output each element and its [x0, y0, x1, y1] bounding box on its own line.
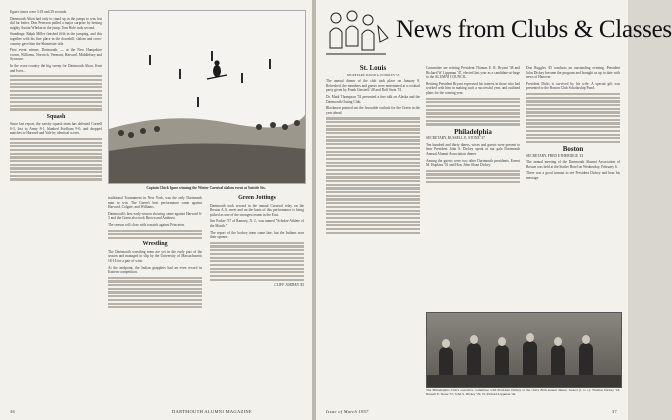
left-column-2 — [108, 196, 202, 310]
clubs-illustration-icon — [322, 6, 390, 64]
text-line — [526, 122, 620, 124]
text-line — [10, 101, 102, 103]
text-line — [108, 306, 202, 308]
slalom-photo — [108, 10, 306, 184]
text-line — [108, 291, 202, 293]
text-line — [326, 132, 420, 134]
paragraph: Jim Parker '57 of Ramsey, N. J., was named "Scholar-Athlete of the Month." — [210, 219, 304, 228]
text-line — [526, 134, 620, 136]
text-line — [10, 142, 102, 144]
section-heading: Green Jottings — [238, 195, 276, 201]
text-line — [108, 295, 202, 297]
text-line — [10, 138, 102, 140]
text-line — [210, 279, 304, 281]
text-line — [210, 257, 304, 259]
paragraph: SECRETARY, RUSSELL E. STONE '37 — [426, 136, 485, 141]
text-line — [10, 156, 102, 158]
paragraph: The annual meeting of the Dartmouth Alumni Association of Boston was held at the Statler Hotel on Wednesday, February 6. — [526, 160, 620, 169]
text-line — [10, 97, 102, 99]
paragraph: Dartmouth's best early-season showing came against Harvard 6-3 and the Green also took Brown and Amherst. — [108, 211, 202, 221]
paragraph: President Dicks is survived by his wife. A special gift was presented to the Boston Club Scholarship Fund. — [526, 81, 620, 91]
text-line — [108, 288, 202, 290]
text-line — [526, 100, 620, 102]
issue-label: Issue of March 1957 — [326, 409, 369, 414]
text-line — [210, 275, 304, 277]
text-line — [10, 178, 102, 180]
text-line — [210, 242, 304, 244]
paragraph: At the midpoint, the Indian grapplers had an even record in Eastern competition. — [108, 265, 202, 275]
text-line — [108, 284, 202, 286]
text-line — [326, 165, 420, 167]
paragraph: The Dartmouth wrestling team are yet in the early part of the season and managed to slip by the University of Massachusetts 18-14 for a pair of wins. — [108, 249, 202, 263]
paragraph: Standings: Ralph Miller finished fifth in the jumping, and this together with his fine place in the downhill, slalom and cross-country gave him the Skimeister title. — [10, 32, 102, 46]
publication-title: DARTMOUTH ALUMNI MAGAZINE — [172, 409, 252, 414]
text-line — [10, 94, 102, 96]
text-line — [426, 101, 520, 103]
section-heading: St. Louis — [359, 64, 387, 72]
paragraph: Ten hundred and thirty diners, wives and guests were present to hear President John S. Dickey speak at our gala Dartmouth Annual Alumni Association dinner. — [426, 142, 520, 156]
text-line — [210, 271, 304, 273]
text-line — [526, 115, 620, 117]
paragraph: The report of the hockey team came late, but the Indians won their opener. — [210, 230, 304, 240]
paragraph: Among the guests were two other Dartmouth presidents, Ernest M. Hopkins '01 and Hon. John Sloan Dickey. — [426, 158, 520, 168]
text-line — [326, 143, 420, 145]
text-line — [210, 253, 304, 255]
text-line — [426, 109, 520, 111]
section-subheading: SECRETARY, DAVID A. ECHOLES '55 — [346, 72, 400, 77]
text-line — [326, 217, 420, 219]
right-column-1 — [326, 66, 420, 235]
text-line — [108, 277, 202, 279]
paragraph: traditional Tournament in New York, was the only Dartmouth man to win. The Green's best performance came against Harvard, Colgate, and Williams. — [108, 196, 202, 210]
left-column-3 — [210, 196, 304, 287]
paragraph: Committee are retiring President Thomas E. R. Bryant '38 and Richard W. Lippman '47, elected last year as a candidate-at-large to the ALUMNI COUNCIL. — [426, 66, 520, 80]
text-line — [10, 167, 102, 169]
text-line — [426, 105, 520, 107]
text-line — [526, 111, 620, 113]
text-line — [326, 232, 420, 234]
text-line — [10, 153, 102, 155]
right-page — [316, 0, 672, 420]
text-line — [210, 264, 304, 266]
ski-slope-illustration — [109, 11, 305, 183]
text-line — [326, 213, 420, 215]
text-line — [326, 187, 420, 189]
text-line — [426, 112, 520, 114]
text-line — [526, 126, 620, 128]
text-line — [326, 162, 420, 164]
text-line — [326, 169, 420, 171]
text-line — [10, 164, 102, 166]
text-line — [426, 98, 520, 100]
paragraph: Egan's times were 3:18 and 29 seconds. — [10, 10, 68, 14]
text-line — [210, 260, 304, 262]
text-line — [526, 108, 620, 110]
text-line — [10, 149, 102, 151]
text-line — [108, 237, 202, 239]
text-line — [10, 175, 102, 177]
text-line — [326, 139, 420, 141]
text-line — [526, 130, 620, 132]
paragraph: SECRETARY, FRED ETHERIDGE '43 — [526, 153, 584, 158]
text-line — [326, 173, 420, 175]
text-line — [10, 171, 102, 173]
text-line — [326, 206, 420, 208]
text-line — [326, 198, 420, 200]
paragraph: There was a good turnout to see President Dickey and hear his message. — [526, 171, 620, 181]
paragraph: The season will close with a match against Princeton. — [108, 222, 185, 227]
text-line — [426, 170, 520, 172]
text-line — [326, 210, 420, 212]
text-line — [10, 145, 102, 147]
text-line — [426, 116, 520, 118]
text-line — [326, 224, 420, 226]
paragraph: Retiring President Bryant expressed his interest in those who had worked with him in making such a successful year, and outlined plans for the coming year. — [426, 81, 520, 95]
photo-caption: The Philadelphia Club's executive committee with President Dickey at the club's 80th annual dinner. Seated (l. to r.): Thomas Dickey '18, Russell E. Stone '37, John S. Dickey '29, W. Richard Lippman '44. — [426, 388, 620, 397]
photo-caption: Captain Chick Igaro winning the Winter Carnival slalom event at Suicide Six. — [146, 186, 266, 190]
text-line — [326, 121, 420, 123]
text-line — [426, 177, 520, 179]
text-line — [326, 176, 420, 178]
paragraph: Dartmouth took second in the annual Carnival relay on the Boston A.A. meet and on the basis of this performance is being picked as one of the strongest teams in the East. — [210, 203, 304, 217]
text-line — [426, 123, 520, 125]
text-line — [10, 79, 102, 81]
text-line — [326, 151, 420, 153]
author-signature: CLIFF JORDAN '45 — [274, 282, 304, 287]
text-line — [426, 120, 520, 122]
text-line — [326, 180, 420, 182]
club-group-photo — [426, 312, 622, 388]
text-line — [326, 136, 420, 138]
text-line — [326, 221, 420, 223]
text-line — [108, 303, 202, 305]
text-line — [326, 195, 420, 197]
text-line — [10, 160, 102, 162]
text-line — [108, 299, 202, 301]
paragraph: Dartmouth Alton had only to stand up in the jumps to win, but did far better. Don Peterson pulled a major surprise by besting mighty Austin Whelan in the jump. Tom Hole took second. — [10, 16, 102, 30]
section-heading: Wrestling — [142, 241, 168, 248]
text-line — [326, 147, 420, 149]
paragraph: Dr. Mark Thompson '52 presented a fine talk on Alaska and the Dartmouth Outing Club. — [326, 94, 420, 104]
paragraph: In the cross-country the big sweep for Dartmouth Alton, Kent and Ivers... — [10, 63, 102, 73]
paragraph: Don Ruggles '45 conducts an outstanding evening. President John Dickey became the program and brought us up to date with news of Hanover. — [526, 66, 620, 80]
text-line — [326, 128, 420, 130]
text-line — [326, 158, 420, 160]
table-edge — [427, 375, 621, 387]
text-line — [108, 230, 202, 232]
section-masthead: News from Clubs & Classes — [396, 16, 672, 43]
text-line — [326, 125, 420, 127]
text-line — [426, 173, 520, 175]
text-line — [526, 104, 620, 106]
page-number: 36 — [10, 409, 16, 414]
text-line — [108, 280, 202, 282]
text-line — [10, 90, 102, 92]
paragraph: First event winner, Dartmouth, — at the New Hampshire crown, Williams, Norwich, Vermont, Harvard, Middlebury and Syracuse. — [10, 48, 102, 62]
text-line — [526, 141, 620, 143]
text-line — [526, 119, 620, 121]
text-line — [210, 268, 304, 270]
text-line — [326, 228, 420, 230]
text-line — [326, 117, 420, 119]
page-number: 37 — [612, 409, 618, 414]
text-line — [526, 137, 620, 139]
left-page — [0, 0, 312, 420]
text-line — [426, 181, 520, 183]
text-line — [10, 108, 102, 110]
text-line — [10, 86, 102, 88]
text-line — [10, 83, 102, 85]
text-line — [326, 154, 420, 156]
text-line — [326, 184, 420, 186]
paragraph: Since last report, the varsity squash team has defeated Cornell 6-3, lost to Army 8-1, blanked Fordham 9-0, and dropped matches to Harvard and Yale by identical scores. — [10, 122, 102, 136]
text-line — [210, 249, 304, 251]
right-column-2 — [426, 66, 520, 184]
text-line — [326, 191, 420, 193]
text-line — [526, 93, 620, 95]
paragraph: Blackmon pointed out the favorable outlook for the Green in the year ahead. — [326, 106, 420, 115]
right-column-3 — [526, 66, 620, 183]
section-heading: Philadelphia — [454, 127, 492, 136]
section-heading: Squash — [46, 113, 66, 120]
text-line — [210, 245, 304, 247]
text-line — [10, 105, 102, 107]
section-heading: Boston — [562, 145, 584, 154]
text-line — [108, 233, 202, 235]
text-line — [526, 97, 620, 99]
paragraph: The annual dinner of the club took place on January 8, Refreshed, the members and guests were entertained at a cocktail party given by Frank Ginsterli '48 and Rolf Stutz '51. — [326, 79, 420, 93]
left-column-1 — [10, 10, 102, 182]
text-line — [10, 75, 102, 77]
text-line — [326, 202, 420, 204]
